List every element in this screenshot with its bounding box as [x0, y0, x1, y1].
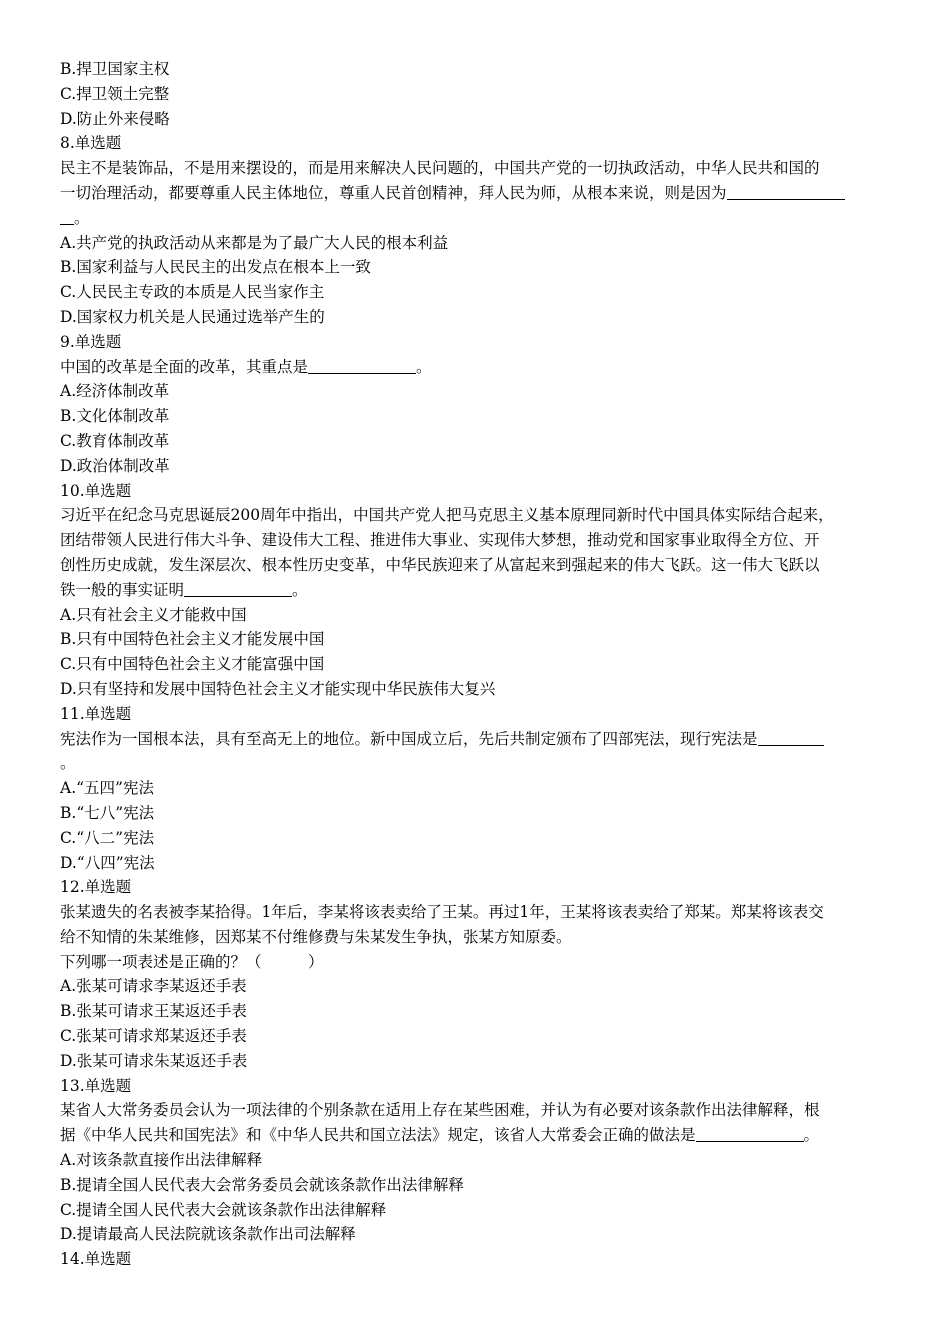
q10-stem-text: 铁一般的事实证明: [60, 580, 185, 599]
q11-stem-text: 宪法作为一国根本法，具有至高无上的地位。新中国成立后，先后共制定颁布了四部宪法，现行宪法是: [60, 729, 758, 748]
q7-option-c: C.捍卫领土完整: [60, 84, 170, 103]
q11-option-a: A.“五四”宪法: [60, 779, 154, 798]
q12-option-c: C.张某可请求郑某返还手表: [60, 1027, 247, 1046]
exam-page: [60, 57, 896, 1272]
q9-option-a: A.经济体制改革: [60, 382, 170, 401]
q13-option-d: D.提请最高人民法院就该条款作出司法解释: [60, 1225, 356, 1244]
q13-stem-line2: [60, 1123, 896, 1148]
q11-stem-line2: 。: [60, 754, 76, 773]
q12-option-b: B.张某可请求王某返还手表: [60, 1002, 247, 1021]
q12-stem-line2: 给不知情的朱某维修，因郑某不付维修费与朱某发生争执，张某方知原委。: [60, 927, 572, 946]
q10-option-c: C.只有中国特色社会主义才能富强中国: [60, 655, 325, 674]
q13-stem-end: 。: [803, 1126, 820, 1145]
q7-option-b: B.捍卫国家主权: [60, 60, 170, 78]
q10-header: 10.单选题: [60, 481, 132, 500]
q11-header: 11.单选题: [60, 704, 132, 723]
q8-stem-line1: 民主不是装饰品，不是用来摆设的，而是用来解决人民问题的，中国共产党的一切执政活动，中华人民共和国的: [60, 159, 820, 178]
q8-option-d: D.国家权力机关是人民通过选举产生的: [60, 307, 325, 326]
q13-option-c: C.提请全国人民代表大会就该条款作出法律解释: [60, 1200, 387, 1219]
q11-answer-blank: [758, 729, 824, 746]
q10-stem-line1: 习近平在纪念马克思诞辰200周年中指出，中国共产党人把马克思主义基本原理同新时代中国具体实际结合起来，: [60, 506, 834, 525]
q9-stem-text: 中国的改革是全面的改革，其重点是: [60, 357, 309, 376]
q10-stem-line3: 创性历史成就，发生深层次、根本性历史变革，中华民族迎来了从富起来到强起来的伟大飞跃。这一伟大飞跃以: [60, 555, 820, 574]
q10-option-d: D.只有坚持和发展中国特色社会主义才能实现中华民族伟大复兴: [60, 679, 496, 698]
q12-option-d: D.张某可请求朱某返还手表: [60, 1051, 248, 1070]
q8-answer-blank: [727, 183, 845, 200]
q10-stem-end: 。: [292, 580, 308, 599]
q9-stem: [60, 355, 896, 380]
q9-option-c: C.教育体制改革: [60, 431, 170, 450]
q13-stem-text: 据《中华人民共和国宪法》和《中华人民共和国立法法》规定，该省人大常委会正确的做法是: [60, 1126, 696, 1145]
q8-option-c: C.人民民主专政的本质是人民当家作主: [60, 283, 325, 302]
q8-stem-line2: [60, 181, 896, 206]
q10-option-a: A.只有社会主义才能救中国: [60, 605, 247, 624]
q10-stem-line2: 团结带领人民进行伟大斗争、建设伟大工程、推进伟大事业、实现伟大梦想，推动党和国家事业取得全方位、开: [60, 531, 820, 550]
q10-stem-line4: [60, 578, 896, 603]
q8-stem-line3: [60, 206, 896, 231]
q8-header: 8.单选题: [60, 134, 122, 153]
q9-stem-end: 。: [416, 357, 432, 376]
q8-option-a: A.共产党的执政活动从来都是为了最广大人民的根本利益: [60, 233, 449, 252]
q11-stem-line1: [60, 727, 896, 752]
q13-option-a: A.对该条款直接作出法律解释: [60, 1151, 263, 1170]
q12-stem-line1: 张某遗失的名表被李某拾得。1年后，李某将该表卖给了王某。再过1年，王某将该表卖给了郑某。郑某将该表交: [60, 903, 824, 922]
q14-header: 14.单选题: [60, 1250, 132, 1269]
q12-stem-line3: 下列哪一项表述是正确的？（ ）: [60, 952, 324, 971]
q13-option-b: B.提请全国人民代表大会常务委员会就该条款作出法律解释: [60, 1175, 464, 1194]
q9-option-b: B.文化体制改革: [60, 407, 170, 426]
q12-header: 12.单选题: [60, 878, 132, 897]
q13-stem-line1: 某省人大常务委员会认为一项法律的个别条款在适用上存在某些困难，并认为有必要对该条款作出法律解释，根: [60, 1101, 820, 1120]
q8-stem-text: 一切治理活动，都要尊重人民主体地位，尊重人民首创精神，拜人民为师，从根本来说，则是因为: [60, 183, 727, 202]
q13-answer-blank: [696, 1125, 804, 1142]
q8-option-b: B.国家利益与人民民主的出发点在根本上一致: [60, 258, 371, 277]
q8-stem-end: 。: [74, 208, 90, 227]
q11-option-b: B.“七八”宪法: [60, 803, 155, 822]
q9-header: 9.单选题: [60, 332, 122, 351]
q12-option-a: A.张某可请求李某返还手表: [60, 977, 247, 996]
q13-header: 13.单选题: [60, 1076, 132, 1095]
q9-option-d: D.政治体制改革: [60, 456, 170, 475]
q10-option-b: B.只有中国特色社会主义才能发展中国: [60, 630, 325, 649]
q10-answer-blank: [184, 580, 292, 597]
q11-option-c: C.“八二”宪法: [60, 828, 155, 847]
q7-option-d: D.防止外来侵略: [60, 109, 170, 128]
q9-answer-blank: [308, 357, 416, 374]
q11-option-d: D.“八四”宪法: [60, 853, 155, 872]
q8-answer-blank-tail: [60, 208, 74, 225]
